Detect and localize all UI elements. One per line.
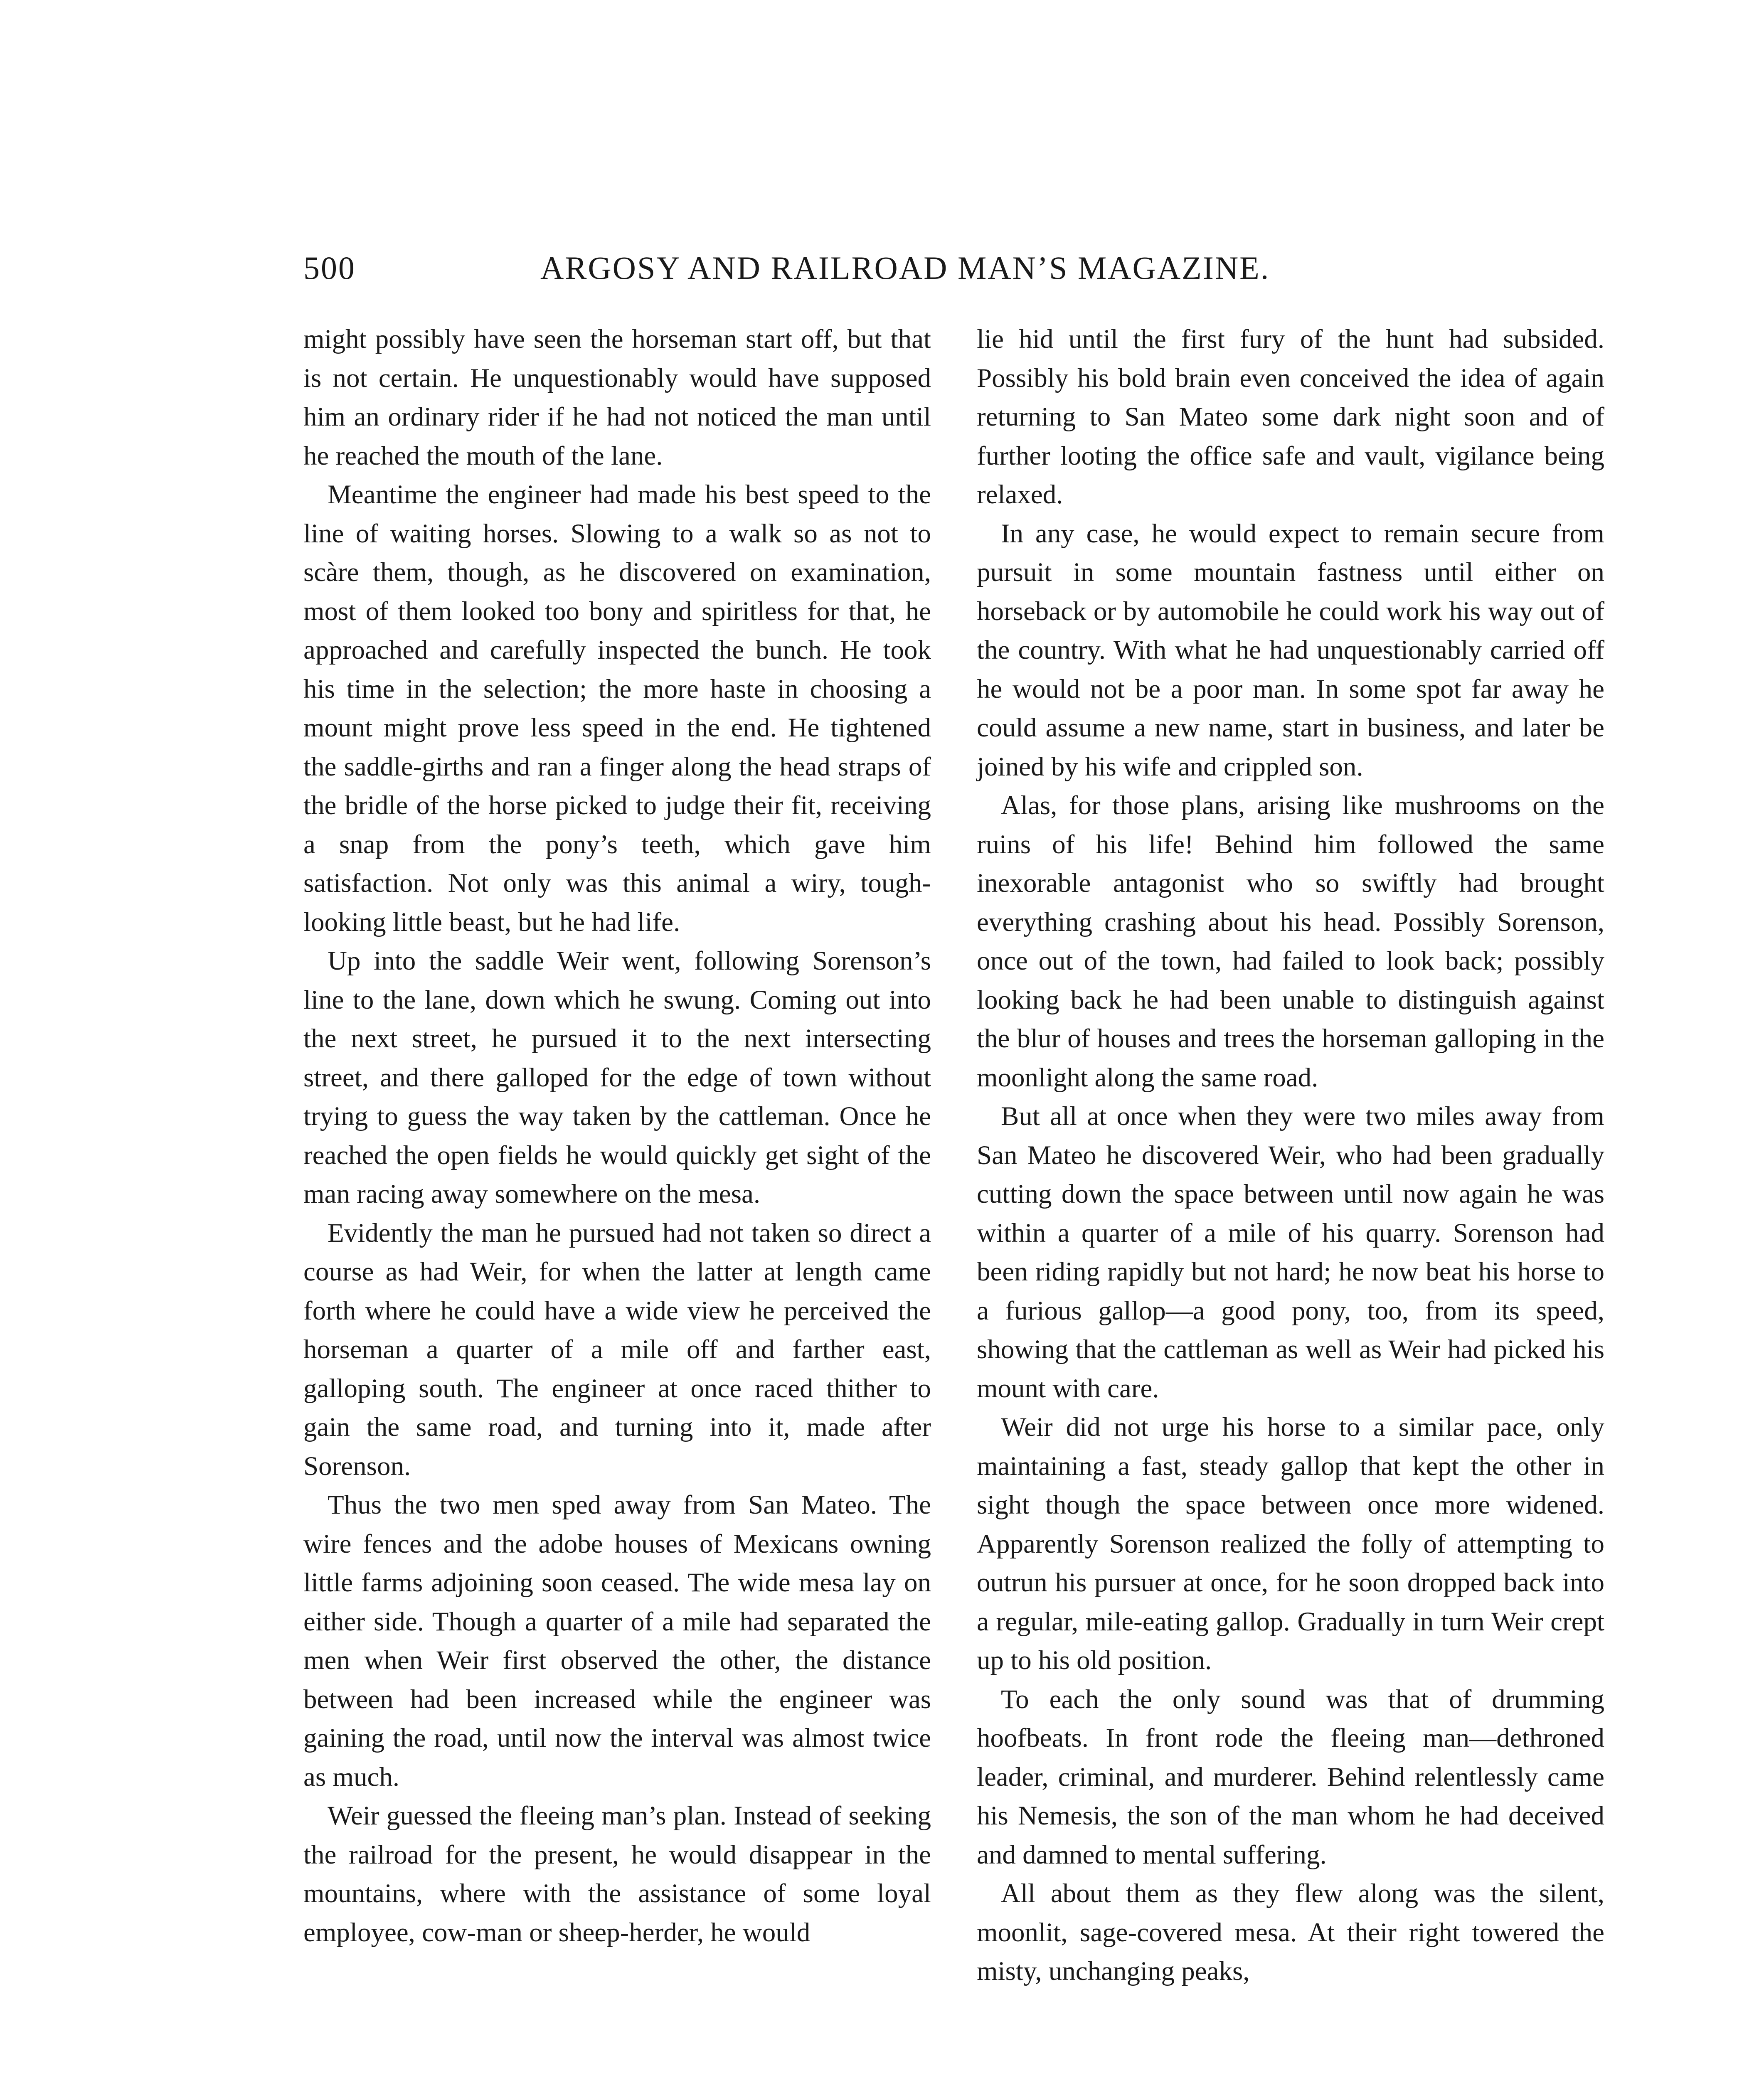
running-title: ARGOSY AND RAILROAD MAN’S MAGAZINE. [540,250,1270,286]
page-number: 500 [303,250,356,286]
left-column [303,320,931,1952]
paragraph: In any case, he would expect to remain secure from pursuit in some mountain fastness until either on horseback or by automobile he could work his way out of the country. With what he had unquestionably carried off he would not be a poor man. In some spot far away he could assume a new name, start in business, and later be joined by his wife and crippled son. [977,518,1604,782]
paragraph: To each the only sound was that of drumming hoofbeats. In front rode the fleeing man—dethroned leader, criminal, and murderer. Behind relentlessly came his Nemesis, the son of the man whom he had deceived and damned to mental suffering. [977,1684,1604,1870]
paragraph: All about them as they flew along was the silent, moonlit, sage-covered mesa. At their right towered the misty, unchanging peaks, [977,1879,1604,1986]
paragraph: Alas, for those plans, arising like mushrooms on the ruins of his life! Behind him followed the same inexorable antagonist who so swiftly had brought everything crashing about his head. Possibly Sorenson, once out of the town, had failed to look back; possibly looking back he had been unable to distinguish against the blur of houses and trees the horseman galloping in the moonlight along the same road. [977,790,1604,1093]
paragraph: Weir did not urge his horse to a similar pace, only maintaining a fast, steady gallop that kept the other in sight though the space between once more widened. Apparently Sorenson realized the folly of attempting to outrun his pursuer at once, for he soon dropped back into a regular, mile-eating gallop. Gradually in turn Weir crept up to his old position. [977,1412,1604,1675]
paragraph: Meantime the engineer had made his best speed to the line of waiting horses. Slowing to a walk so as not to scàre them, though, as he discovered on examination, most of them looked too bony and spiritless for that, he approached and carefully inspected the bunch. He took his time in the selection; the more haste in choosing a mount might prove less speed in the end. He tightened the saddle-girths and ran a finger along the head straps of the bridle of the horse picked to judge their fit, receiving a snap from the pony’s teeth, which gave him satisfaction. Not only was this animal a wiry, tough-looking little beast, but he had life. [303,480,931,937]
right-column [977,320,1604,1991]
paragraph: Evidently the man he pursued had not taken so direct a course as had Weir, for when the latter at length came forth where he could have a wide view he perceived the horseman a quarter of a mile off and farther east, galloping south. The engineer at once raced thither to gain the same road, and turning into it, made after Sorenson. [303,1218,931,1481]
paragraph: might possibly have seen the horseman start off, but that is not certain. He unquestionably would have supposed him an ordinary rider if he had not noticed the man until he reached the mouth of the lane. [303,324,931,471]
paragraph: Weir guessed the fleeing man’s plan. Instead of seeking the railroad for the present, he would disappear in the mountains, where with the assistance of some loyal employee, cow-man or sheep-herder, he would [303,1801,931,1948]
paragraph: But all at once when they were two miles away from San Mateo he discovered Weir, who had been gradually cutting down the space between until now again he was within a quarter of a mile of his quarry. Sorenson had been riding rapidly but not hard; he now beat his horse to a furious gallop—a good pony, too, from its speed, showing that the cattleman as well as Weir had picked his mount with care. [977,1101,1604,1403]
paragraph: Up into the saddle Weir went, following Sorenson’s line to the lane, down which he swung. Coming out into the next street, he pursued it to the next intersecting street, and there galloped for the edge of town without trying to guess the way taken by the cattleman. Once he reached the open fields he would quickly get sight of the man racing away somewhere on the mesa. [303,946,931,1209]
page-header [303,249,1613,295]
paragraph: Thus the two men sped away from San Mateo. The wire fences and the adobe houses of Mexicans owning little farms adjoining soon ceased. The wide mesa lay on either side. Though a quarter of a mile had separated the men when Weir first observed the other, the distance between had been increased while the engineer was gaining the road, until now the interval was almost twice as much. [303,1490,931,1792]
paragraph: lie hid until the first fury of the hunt had subsided. Possibly his bold brain even conceived the idea of again returning to San Mateo some dark night soon and of further looting the office safe and vault, vigilance being relaxed. [977,324,1604,510]
